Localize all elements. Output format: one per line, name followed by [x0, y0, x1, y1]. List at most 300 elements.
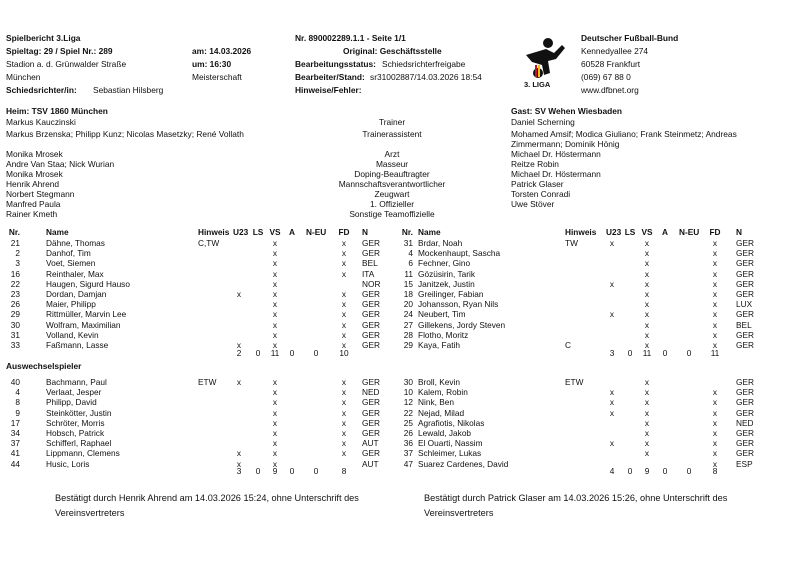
player-name: Reinthaler, Max [46, 268, 104, 279]
player-n: GER [362, 377, 380, 387]
player-nr: 12 [403, 397, 413, 408]
competition: Meisterschaft [192, 72, 242, 82]
official-home: Markus Kauczinski [6, 117, 76, 127]
player-name: Kalem, Robin [418, 387, 468, 398]
player-name: Broll, Kevin [418, 377, 460, 387]
player-nr: 28 [403, 329, 413, 340]
player-n: GER [362, 238, 380, 248]
official-home: Monika Mrosek [6, 169, 63, 179]
total-a: 0 [289, 466, 295, 476]
player-n: AUT [362, 458, 379, 469]
player-nr: 26 [403, 428, 413, 438]
total-fd: 8 [341, 466, 347, 476]
dfb-phone: (069) 67 88 0 [581, 72, 631, 82]
away-player-row [0, 238, 800, 248]
city: München [6, 72, 41, 82]
player-vs: x [272, 448, 278, 459]
player-vs: x [272, 258, 278, 269]
player-fd: x [712, 397, 718, 408]
player-u23: x [609, 238, 615, 248]
player-fd: x [341, 340, 347, 350]
player-name: Nejad, Milad [418, 407, 465, 418]
away-player-row [0, 330, 800, 340]
away-sub-player-row [0, 387, 800, 397]
player-name: Greilinger, Fabian [418, 289, 484, 299]
away-totals-row [0, 348, 800, 358]
away-sub-player-row [0, 397, 800, 407]
player-fd: x [341, 428, 347, 438]
column-header-nr: Nr. [401, 227, 413, 237]
player-name: Gözüsirin, Tarik [418, 268, 476, 279]
player-fd: x [341, 309, 347, 320]
player-nr: 29 [403, 340, 413, 350]
player-name: Neubert, Tim [418, 309, 466, 320]
player-vs: x [644, 258, 650, 269]
total-neu: 0 [313, 466, 319, 476]
player-vs: x [644, 299, 650, 310]
player-vs: x [644, 319, 650, 330]
player-n: NOR [362, 278, 381, 289]
player-n: ESP [736, 458, 753, 469]
player-fd: x [341, 417, 347, 428]
player-fd: x [341, 268, 347, 279]
player-name: Nink, Ben [418, 397, 454, 408]
player-fd: x [341, 289, 347, 299]
total-u23: 3 [609, 348, 615, 358]
away-sub-player-row [0, 377, 800, 387]
away-player-row [0, 320, 800, 330]
player-n: GER [736, 248, 754, 259]
player-nr: 9 [15, 407, 20, 418]
official-home: Rainer Kmeth [6, 209, 58, 219]
column-header-vs: VS [641, 227, 653, 237]
player-name: Janitzek, Justin [418, 278, 475, 289]
player-hinweis: ETW [565, 377, 584, 387]
away-player-row [0, 299, 800, 309]
home-confirmation [55, 491, 359, 521]
player-fd: x [341, 448, 347, 459]
player-name: Haugen, Sigurd Hauso [46, 278, 130, 289]
player-n: LUX [736, 299, 753, 310]
away-player-row [0, 289, 800, 299]
player-nr: 18 [403, 289, 413, 299]
home-team-title: Heim: TSV 1860 München [6, 106, 108, 116]
player-nr: 22 [10, 278, 20, 289]
player-n: GER [736, 258, 754, 269]
column-header-ls: LS [252, 227, 264, 237]
player-fd: x [712, 458, 718, 469]
player-nr: 21 [10, 238, 20, 248]
player-fd: x [341, 329, 347, 340]
away-sub-player-row [0, 428, 800, 438]
player-name: Brdar, Noah [418, 238, 463, 248]
player-nr: 20 [403, 299, 413, 310]
player-name: Volland, Kevin [46, 329, 99, 340]
original-copy: Original: Geschäftsstelle [343, 46, 442, 56]
dfb-name: Deutscher Fußball-Bund [581, 33, 679, 43]
away-team-title: Gast: SV Wehen Wiesbaden [511, 106, 622, 116]
away-sub-player-row [0, 448, 800, 458]
player-name: Maier, Philipp [46, 299, 96, 310]
player-vs: x [272, 248, 278, 259]
total-neu: 0 [686, 466, 692, 476]
player-n: GER [736, 268, 754, 279]
player-name: Schifferl, Raphael [46, 438, 112, 449]
player-u23: x [609, 309, 615, 320]
player-name: Voet, Siemen [46, 258, 96, 269]
player-name: Hobsch, Patrick [46, 428, 105, 438]
dfb-street: Kennedyallee 274 [581, 46, 649, 56]
player-n: GER [736, 329, 754, 340]
player-name: Verlaat, Jesper [46, 387, 102, 398]
player-n: BEL [362, 258, 378, 269]
player-n: GER [736, 448, 754, 459]
player-vs: x [644, 438, 650, 449]
player-vs: x [272, 278, 278, 289]
player-fd: x [341, 319, 347, 330]
player-name: Kaya, Fatih [418, 340, 460, 350]
player-name: Danhof, Tim [46, 248, 91, 259]
player-u23: x [236, 448, 242, 459]
player-nr: 23 [10, 289, 20, 299]
player-vs: x [644, 340, 650, 350]
3-liga-logo [518, 35, 568, 91]
player-vs: x [644, 248, 650, 259]
player-u23: x [609, 397, 615, 408]
player-u23: x [609, 407, 615, 418]
player-vs: x [272, 299, 278, 310]
player-fd: x [712, 340, 718, 350]
player-fd: x [712, 387, 718, 398]
player-name: Schleimer, Lukas [418, 448, 482, 459]
player-nr: 29 [10, 309, 20, 320]
player-n: GER [362, 309, 380, 320]
official-home: Norbert Stegmann [6, 189, 75, 199]
away-player-row [0, 309, 800, 319]
column-header-a: A [662, 227, 668, 237]
official-home: Henrik Ahrend [6, 179, 60, 189]
player-vs: x [272, 289, 278, 299]
player-fd: x [712, 278, 718, 289]
player-nr: 31 [10, 329, 20, 340]
player-n: GER [362, 417, 380, 428]
player-nr: 30 [403, 377, 413, 387]
player-n: GER [362, 397, 380, 408]
player-vs: x [644, 377, 650, 387]
player-fd: x [341, 377, 347, 387]
player-name: Husic, Loris [46, 458, 90, 469]
player-hinweis: ETW [198, 377, 217, 387]
player-name: Wolfram, Maximilian [46, 319, 121, 330]
player-n: NED [736, 417, 754, 428]
player-name: Fechner, Gino [418, 258, 471, 269]
editor-value: sr31002887/14.03.2026 18:54 [370, 72, 482, 82]
official-role: Doping-Beauftragter [354, 169, 430, 179]
player-vs: x [644, 268, 650, 279]
player-n: GER [736, 309, 754, 320]
column-header-vs: VS [269, 227, 281, 237]
referee-label: Schiedsrichter/in: [6, 85, 77, 95]
report-number: Nr. 890002289.1.1 - Seite 1/1 [295, 33, 406, 43]
official-role: Mannschaftsverantwortlicher [338, 179, 446, 189]
column-header-u23: U23 [606, 227, 622, 237]
player-name: Philipp, David [46, 397, 97, 408]
player-vs: x [644, 387, 650, 398]
stadium: Stadion a. d. Grünwalder Straße [6, 59, 127, 69]
player-name: Steinkötter, Justin [46, 407, 112, 418]
player-vs: x [644, 417, 650, 428]
total-ls: 0 [255, 348, 261, 358]
player-vs: x [272, 397, 278, 408]
away-confirmation-line1: Bestätigt durch Patrick Glaser am 14.03.2026 15:26, ohne Unterschrift des [424, 493, 728, 503]
report-title: Spielbericht 3.Liga [6, 33, 81, 43]
dfb-city: 60528 Frankfurt [581, 59, 641, 69]
player-u23: x [236, 340, 242, 350]
player-vs: x [644, 309, 650, 320]
player-u23: x [236, 458, 242, 469]
player-u23: x [609, 438, 615, 449]
player-vs: x [644, 397, 650, 408]
player-name: El Ouarti, Nassim [418, 438, 483, 449]
total-u23: 2 [236, 348, 242, 358]
official-role: Trainer [378, 117, 406, 127]
player-vs: x [272, 438, 278, 449]
status-value: Schiedsrichterfreigabe [382, 59, 466, 69]
official-away-cont: Zimmermann; Dominik Hönig [511, 139, 620, 149]
player-vs: x [644, 448, 650, 459]
away-player-row [0, 248, 800, 258]
player-fd: x [341, 248, 347, 259]
player-n: GER [736, 387, 754, 398]
player-nr: 4 [408, 248, 413, 259]
player-n: BEL [736, 319, 752, 330]
player-name: Rittmüller, Marvin Lee [46, 309, 127, 320]
player-name: Gillekens, Jordy Steven [418, 319, 506, 330]
player-hinweis: C [565, 340, 571, 350]
player-n: GER [736, 407, 754, 418]
player-fd: x [712, 238, 718, 248]
total-ls: 0 [627, 466, 633, 476]
away-player-row [0, 269, 800, 279]
player-name: Dordan, Damjan [46, 289, 107, 299]
official-home: Markus Brzenska; Philipp Kunz; Nicolas Masetzky; René Vollath [6, 129, 244, 139]
player-name: Suarez Cardenes, David [418, 458, 509, 469]
logo-text: 3. LIGA [524, 80, 551, 89]
player-vs: x [272, 417, 278, 428]
player-vs: x [272, 238, 278, 248]
player-fd: x [712, 299, 718, 310]
player-nr: 17 [10, 417, 20, 428]
player-name: Johansson, Ryan Nils [418, 299, 499, 310]
referee-name: Sebastian Hilsberg [93, 85, 164, 95]
column-header-nr: Nr. [8, 227, 20, 237]
player-vs: x [644, 407, 650, 418]
official-role: Zeugwart [374, 189, 410, 199]
player-fd: x [712, 319, 718, 330]
total-vs: 9 [644, 466, 650, 476]
away-sub-player-row [0, 418, 800, 428]
player-nr: 6 [408, 258, 413, 269]
player-vs: x [644, 278, 650, 289]
official-role: Arzt [384, 149, 400, 159]
column-header-fd: FD [709, 227, 721, 237]
player-n: GER [362, 428, 380, 438]
player-n: ITA [362, 268, 375, 279]
player-fd: x [712, 289, 718, 299]
player-nr: 11 [404, 268, 413, 279]
column-header-n: N [362, 227, 368, 237]
player-n: GER [362, 319, 380, 330]
player-nr: 8 [15, 397, 20, 408]
player-nr: 41 [10, 448, 20, 459]
player-fd: x [341, 387, 347, 398]
player-vs: x [272, 407, 278, 418]
player-nr: 44 [10, 458, 20, 469]
player-fd: x [712, 428, 718, 438]
column-header-fd: FD [338, 227, 350, 237]
away-sub-player-row [0, 408, 800, 418]
official-away: Daniel Scherning [511, 117, 575, 127]
player-vs: x [272, 319, 278, 330]
column-header-name: Name [46, 227, 69, 237]
player-nr: 34 [10, 428, 20, 438]
column-header-neu: N-EU [679, 227, 700, 237]
total-u23: 4 [609, 466, 615, 476]
player-n: GER [736, 278, 754, 289]
official-away: Mohamed Amsif; Modica Giuliano; Frank Steinmetz; Andreas [511, 129, 737, 139]
player-nr: 36 [403, 438, 413, 449]
official-away: Michael Dr. Höstermann [511, 169, 601, 179]
matchday: Spieltag: 29 / Spiel Nr.: 289 [6, 46, 113, 56]
player-n: GER [362, 289, 380, 299]
official-away: Torsten Conradi [511, 189, 571, 199]
player-n: GER [362, 448, 380, 459]
player-fd: x [341, 438, 347, 449]
total-fd: 11 [710, 348, 720, 358]
player-u23: x [609, 387, 615, 398]
player-nr: 15 [403, 278, 413, 289]
column-header-n: N [736, 227, 742, 237]
player-n: GER [362, 329, 380, 340]
home-confirmation-line1: Bestätigt durch Henrik Ahrend am 14.03.2026 15:24, ohne Unterschrift des [55, 493, 359, 503]
player-n: GER [736, 377, 754, 387]
away-player-row [0, 258, 800, 268]
official-role: 1. Offizieller [369, 199, 415, 209]
match-date: am: 14.03.2026 [192, 46, 252, 56]
player-fd: x [712, 248, 718, 259]
player-nr: 16 [10, 268, 20, 279]
total-ls: 0 [255, 466, 261, 476]
player-fd: x [712, 329, 718, 340]
player-n: NED [362, 387, 380, 398]
player-name: Lippmann, Clemens [46, 448, 120, 459]
player-nr: 10 [403, 387, 413, 398]
official-away: Patrick Glaser [511, 179, 564, 189]
away-player-row [0, 279, 800, 289]
away-confirmation-line2: Vereinsvertreters [424, 508, 494, 518]
home-confirmation-line2: Vereinsvertreters [55, 508, 125, 518]
player-n: GER [362, 248, 380, 259]
total-ls: 0 [627, 348, 633, 358]
player-nr: 33 [10, 340, 20, 350]
player-fd: x [341, 299, 347, 310]
player-name: Agrafiotis, Nikolas [418, 417, 485, 428]
player-nr: 24 [403, 309, 413, 320]
player-nr: 26 [10, 299, 20, 310]
official-home: Andre Van Staa; Nick Wurian [6, 159, 115, 169]
player-vs: x [272, 268, 278, 279]
status-label: Bearbeitungsstatus: [295, 59, 376, 69]
total-neu: 0 [313, 348, 319, 358]
player-vs: x [644, 428, 650, 438]
player-fd: x [341, 397, 347, 408]
player-name: Schröter, Morris [46, 417, 105, 428]
player-u23: x [236, 377, 242, 387]
player-vs: x [644, 289, 650, 299]
player-fd: x [341, 407, 347, 418]
player-vs: x [272, 309, 278, 320]
player-n: GER [362, 299, 380, 310]
column-header-u23: U23 [233, 227, 249, 237]
total-vs: 11 [270, 348, 280, 358]
player-fd: x [712, 407, 718, 418]
player-n: GER [736, 238, 754, 248]
player-vs: x [272, 340, 278, 350]
player-n: GER [736, 289, 754, 299]
player-n: GER [736, 397, 754, 408]
player-vs: x [272, 377, 278, 387]
player-hinweis: C,TW [198, 238, 220, 248]
column-header-neu: N-EU [306, 227, 327, 237]
total-a: 0 [662, 466, 668, 476]
away-column-header [0, 227, 800, 237]
player-nr: 4 [15, 387, 20, 398]
match-time: um: 16:30 [192, 59, 232, 69]
notes-label: Hinweise/Fehler: [295, 85, 362, 95]
column-header-a: A [289, 227, 295, 237]
column-header-hinweis: Hinweis [198, 227, 230, 237]
player-vs: x [272, 387, 278, 398]
player-vs: x [644, 329, 650, 340]
away-confirmation [424, 491, 727, 521]
substitutes-title: Auswechselspieler [6, 361, 82, 371]
total-a: 0 [662, 348, 668, 358]
away-sub-totals-row [0, 466, 800, 476]
player-hinweis: TW [565, 238, 578, 248]
total-neu: 0 [686, 348, 692, 358]
player-vs: x [644, 238, 650, 248]
player-name: Flotho, Moritz [418, 329, 469, 340]
column-header-hinweis: Hinweis [565, 227, 597, 237]
dfb-web[interactable]: www.dfbnet.org [581, 85, 639, 95]
official-role: Masseur [375, 159, 409, 169]
player-fd: x [712, 438, 718, 449]
player-nr: 47 [403, 458, 413, 469]
player-nr: 30 [10, 319, 20, 330]
player-nr: 40 [10, 377, 20, 387]
player-nr: 37 [10, 438, 20, 449]
player-nr: 31 [403, 238, 413, 248]
total-a: 0 [289, 348, 295, 358]
total-u23: 3 [236, 466, 242, 476]
player-nr: 22 [403, 407, 413, 418]
player-fd: x [341, 258, 347, 269]
player-n: GER [736, 438, 754, 449]
player-fd: x [712, 268, 718, 279]
player-n: AUT [362, 438, 379, 449]
official-away: Uwe Stöver [511, 199, 555, 209]
player-name: Faßmann, Lasse [46, 340, 109, 350]
